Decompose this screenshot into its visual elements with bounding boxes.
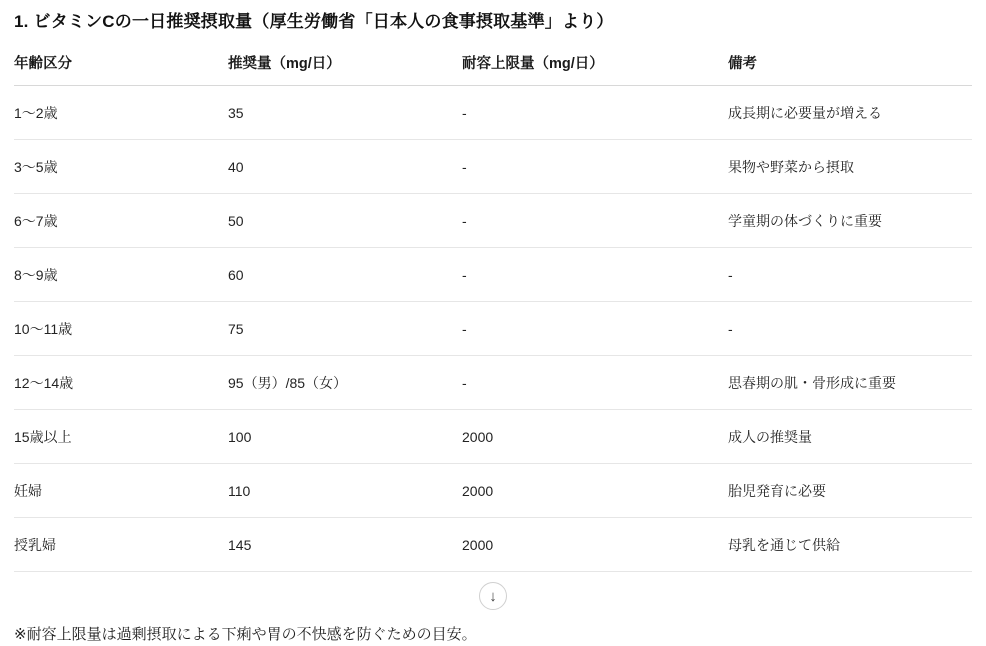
cell-rda: 35	[228, 85, 462, 139]
cell-age: 3〜5歳	[14, 139, 228, 193]
table-row	[14, 247, 972, 301]
cell-rda: 145	[228, 517, 462, 571]
cell-rda: 50	[228, 193, 462, 247]
vitamin-c-intake-table	[14, 46, 972, 572]
table-footnote: ※耐容上限量は過剰摂取による下痢や胃の不快感を防ぐための目安。	[14, 625, 477, 643]
cell-note: 胎児発育に必要	[728, 463, 972, 517]
cell-age: 6〜7歳	[14, 193, 228, 247]
table-row	[14, 193, 972, 247]
column-header-upper-limit: 耐容上限量（mg/日）	[462, 46, 728, 86]
cell-age: 12〜14歳	[14, 355, 228, 409]
cell-upper-limit: -	[462, 301, 728, 355]
table-row	[14, 463, 972, 517]
column-header-rda: 推奨量（mg/日）	[228, 46, 462, 86]
cell-rda: 110	[228, 463, 462, 517]
table-header-row	[14, 46, 972, 86]
cell-upper-limit: 2000	[462, 463, 728, 517]
cell-upper-limit: -	[462, 85, 728, 139]
cell-age: 授乳婦	[14, 517, 228, 571]
cell-age: 妊婦	[14, 463, 228, 517]
cell-upper-limit: -	[462, 355, 728, 409]
cell-note: -	[728, 247, 972, 301]
cell-upper-limit: -	[462, 193, 728, 247]
cell-note: 果物や野菜から摂取	[728, 139, 972, 193]
column-header-age: 年齢区分	[14, 46, 228, 86]
cell-age: 8〜9歳	[14, 247, 228, 301]
cell-note: 成人の推奨量	[728, 409, 972, 463]
cell-upper-limit: 2000	[462, 409, 728, 463]
cell-rda: 60	[228, 247, 462, 301]
table-row	[14, 355, 972, 409]
cell-note: 学童期の体づくりに重要	[728, 193, 972, 247]
cell-age: 1〜2歳	[14, 85, 228, 139]
cell-upper-limit: -	[462, 139, 728, 193]
arrow-down-icon[interactable]: ↓	[479, 582, 507, 610]
scroll-down-control[interactable]	[14, 572, 972, 612]
column-header-note: 備考	[728, 46, 972, 86]
table-row	[14, 517, 972, 571]
cell-rda: 95（男）/85（女）	[228, 355, 462, 409]
table-row	[14, 139, 972, 193]
table-row	[14, 409, 972, 463]
cell-age: 10〜11歳	[14, 301, 228, 355]
page-title: 1. ビタミンCの一日推奨摂取量（厚生労働省「日本人の食事摂取基準」より）	[14, 12, 614, 31]
cell-age: 15歳以上	[14, 409, 228, 463]
cell-note: -	[728, 301, 972, 355]
table-row	[14, 85, 972, 139]
cell-note: 成長期に必要量が増える	[728, 85, 972, 139]
cell-rda: 40	[228, 139, 462, 193]
cell-note: 思春期の肌・骨形成に重要	[728, 355, 972, 409]
cell-upper-limit: 2000	[462, 517, 728, 571]
cell-rda: 75	[228, 301, 462, 355]
cell-rda: 100	[228, 409, 462, 463]
cell-note: 母乳を通じて供給	[728, 517, 972, 571]
cell-upper-limit: -	[462, 247, 728, 301]
table-row	[14, 301, 972, 355]
